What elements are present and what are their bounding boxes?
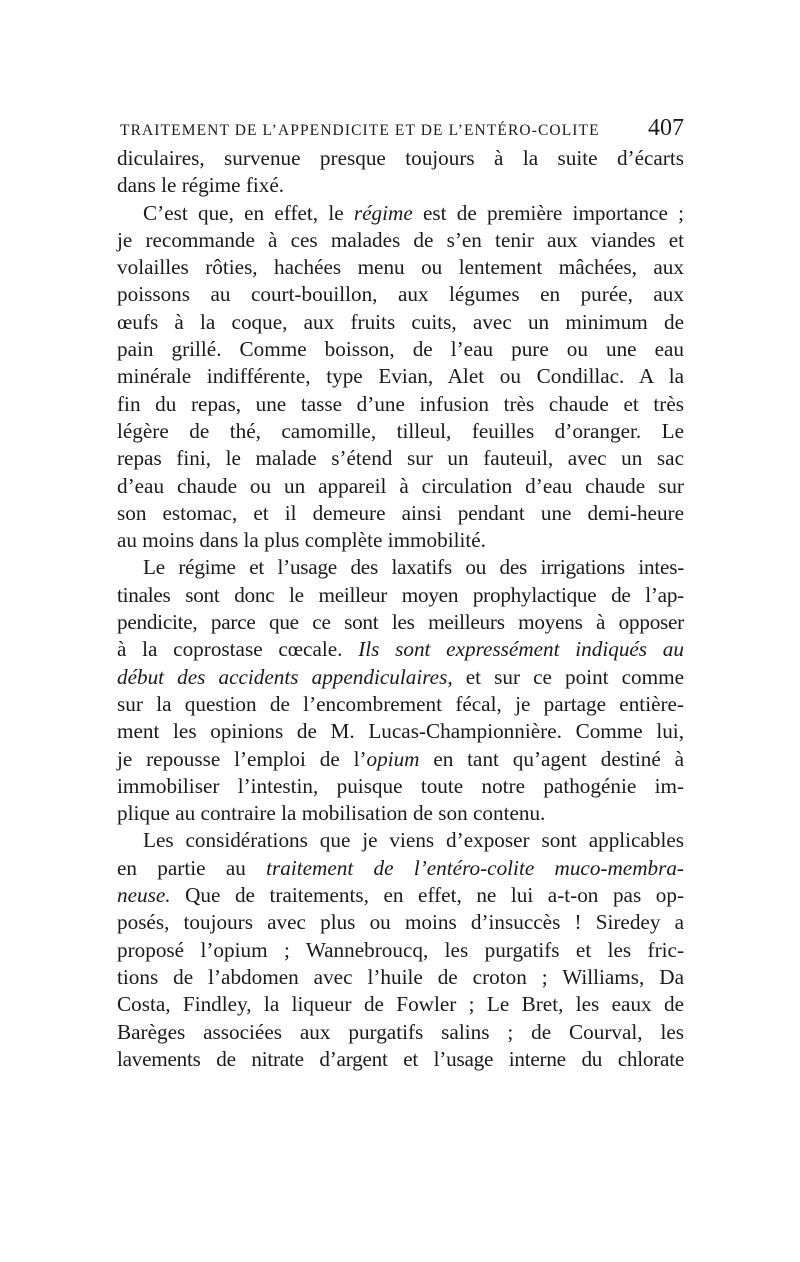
- italic-text: Ils sont expressément indiqués au: [358, 637, 684, 662]
- text-line: [117, 691, 684, 718]
- text-segment: en tant qu’agent destiné à: [419, 746, 684, 771]
- text-segment: sur la question de l’encombrement fécal, je partage entière-: [117, 691, 684, 716]
- text-line: [117, 800, 684, 827]
- text-segment: volailles rôties, hachées menu ou lentement mâchées, aux: [117, 255, 684, 280]
- text-segment: tions de l’abdomen avec l’huile de croton ; Williams, Da: [117, 964, 684, 989]
- italic-text: opium: [366, 746, 420, 771]
- text-segment: C’est que, en effet, le: [143, 200, 354, 225]
- text-segment: ment les opinions de M. Lucas-Championnière. Comme lui,: [117, 719, 684, 744]
- text-line: [117, 909, 684, 936]
- text-segment: légère de thé, camomille, tilleul, feuilles d’oranger. Le: [117, 418, 684, 443]
- text-segment: diculaires, survenue presque toujours à la suite d’écarts: [117, 146, 684, 170]
- text-line: [117, 855, 684, 882]
- text-line: [117, 363, 684, 390]
- text-segment: je recommande à ces malades de s’en tenir aux viandes et: [117, 227, 684, 252]
- text-segment: plique au contraire la mobilisation de son contenu.: [117, 801, 546, 826]
- text-segment: poissons au court-bouillon, aux légumes en purée, aux: [117, 282, 684, 307]
- text-segment: d’eau chaude ou un appareil à circulation d’eau chaude sur: [117, 473, 684, 498]
- text-line: [117, 664, 684, 691]
- text-segment: posés, toujours avec plus ou moins d’insuccès ! Siredey a: [117, 910, 684, 935]
- text-segment: fin du repas, une tasse d’une infusion très chaude et très: [117, 391, 684, 416]
- text-line: [117, 281, 684, 308]
- text-line: [117, 336, 684, 363]
- text-line: [117, 309, 684, 336]
- body-text: [117, 145, 684, 1073]
- text-segment: je repousse l’emploi de l’: [117, 746, 367, 771]
- text-segment: en partie au: [117, 855, 267, 880]
- text-line: [117, 500, 684, 527]
- italic-text: régime: [353, 200, 413, 225]
- text-segment: dans le régime fixé.: [117, 173, 285, 198]
- text-line: [117, 254, 684, 281]
- text-line: [117, 1046, 684, 1073]
- text-line: [117, 937, 684, 964]
- text-line: [117, 391, 684, 418]
- text-segment: tinales sont donc le meilleur moyen prophylactique de l’ap-: [117, 582, 684, 607]
- running-title: TRAITEMENT DE L’APPENDICITE ET DE L’ENTÉRO-COLITE: [120, 122, 600, 139]
- text-segment: Barèges associées aux purgatifs salins ; de Courval, les: [117, 1019, 684, 1044]
- text-segment: son estomac, et il demeure ainsi pendant une demi-heure: [117, 500, 684, 525]
- text-segment: minérale indifférente, type Evian, Alet ou Condillac. A la: [117, 364, 684, 389]
- text-line: [117, 773, 684, 800]
- text-line: [117, 1019, 684, 1046]
- page-number: 407: [648, 115, 684, 141]
- text-line: [117, 527, 684, 554]
- text-segment: repas fini, le malade s’étend sur un fauteuil, avec un sac: [117, 446, 684, 471]
- text-line: [117, 746, 684, 773]
- text-line: [117, 473, 684, 500]
- text-line: [117, 554, 684, 581]
- text-segment: au moins dans la plus complète immobilité.: [117, 528, 486, 553]
- text-segment: Que de traitements, en effet, ne lui a-t-on pas op-: [170, 883, 684, 908]
- text-line: [117, 200, 684, 227]
- text-segment: proposé l’opium ; Wannebroucq, les purgatifs et les fric-: [117, 937, 684, 962]
- text-line: [117, 964, 684, 991]
- book-page: [117, 113, 684, 1073]
- text-line: [117, 718, 684, 745]
- text-line: [117, 145, 684, 172]
- text-line: [117, 582, 684, 609]
- italic-text: début des accidents appendiculaires,: [117, 664, 453, 689]
- text-segment: immobiliser l’intestin, puisque toute notre pathogénie im-: [117, 773, 684, 798]
- text-line: [117, 227, 684, 254]
- running-head: [117, 113, 684, 143]
- text-line: [117, 636, 684, 663]
- text-segment: à la coprostase cœcale.: [117, 637, 359, 662]
- italic-text: traitement de l’entéro-colite muco-membra-: [266, 855, 684, 880]
- text-segment: pain grillé. Comme boisson, de l’eau pure ou une eau: [117, 337, 684, 362]
- text-line: [117, 827, 684, 854]
- text-line: [117, 609, 684, 636]
- text-segment: pendicite, parce que ce sont les meilleurs moyens à opposer: [117, 610, 684, 635]
- text-line: [117, 882, 684, 909]
- text-segment: Le régime et l’usage des laxatifs ou des irrigations intes-: [143, 555, 684, 580]
- text-line: [117, 172, 684, 199]
- text-segment: est de première importance ;: [412, 200, 684, 225]
- italic-text: neuse.: [117, 883, 171, 908]
- text-segment: œufs à la coque, aux fruits cuits, avec un minimum de: [117, 309, 684, 334]
- text-line: [117, 418, 684, 445]
- text-segment: Costa, Findley, la liqueur de Fowler ; Le Bret, les eaux de: [117, 992, 684, 1017]
- text-line: [117, 445, 684, 472]
- text-line: [117, 991, 684, 1018]
- text-segment: lavements de nitrate d’argent et l’usage interne du chlorate: [117, 1046, 684, 1071]
- text-segment: et sur ce point comme: [452, 664, 684, 689]
- text-segment: Les considérations que je viens d’exposer sont applicables: [143, 828, 684, 853]
